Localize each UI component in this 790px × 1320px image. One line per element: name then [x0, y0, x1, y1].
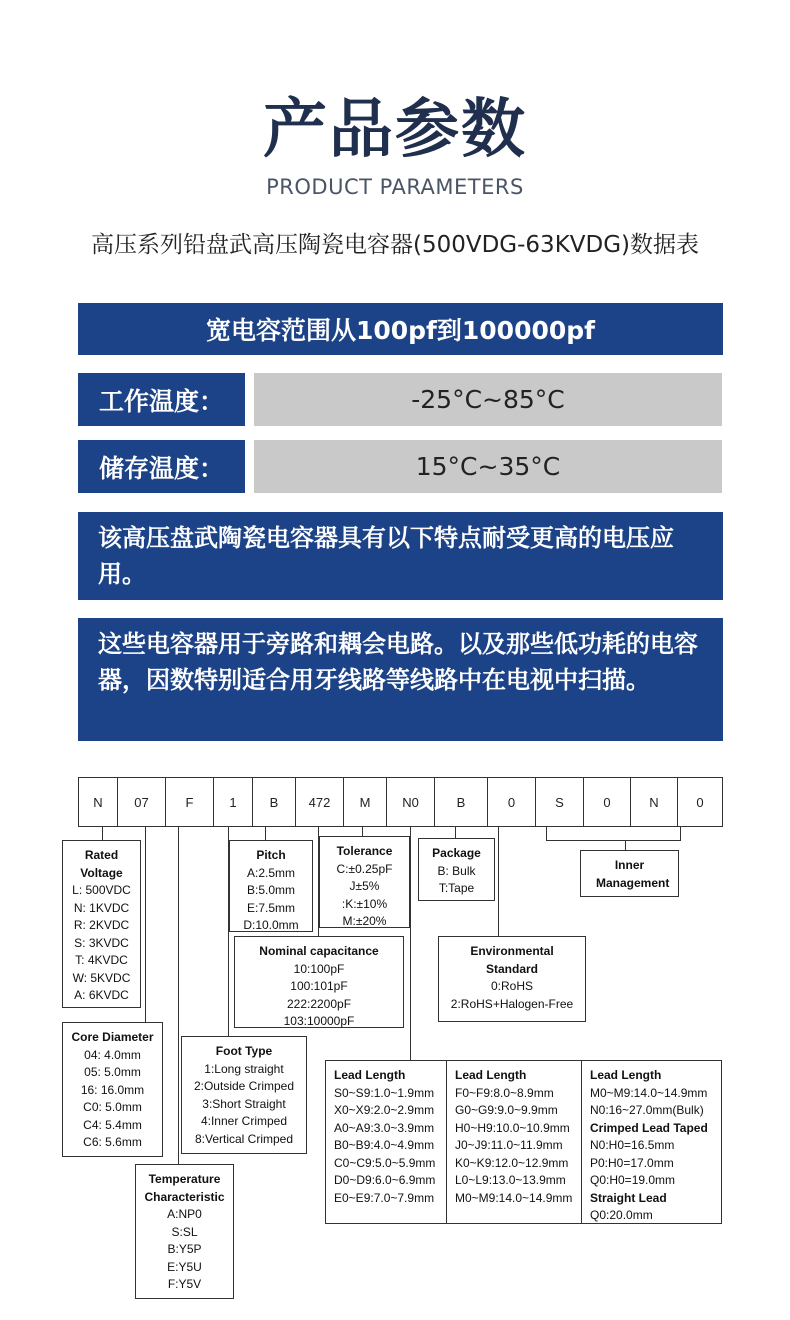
datasheet-title: 高压系列铅盘武高压陶瓷电容器(500VDG-63KVDG)数据表	[90, 232, 700, 258]
pitch-item: D:10.0mm	[243, 918, 299, 932]
environmental-standard-box	[438, 936, 586, 1022]
nominal-capacitance-box	[234, 936, 404, 1028]
rated-voltage-item: N: 1KVDC	[73, 900, 130, 915]
inner-management-box	[580, 850, 679, 897]
pitch-item: A:2.5mm	[246, 865, 295, 880]
rated-voltage-item: R: 2KVDC	[73, 918, 130, 932]
lead-length-item: F0~F9:8.0~8.9mm	[455, 1085, 554, 1100]
code-cell: 0	[583, 777, 631, 827]
nominal-capacitance-item: 222:2200pF	[286, 996, 352, 1011]
code-cell: F	[165, 777, 214, 827]
lead-length-box-1	[325, 1060, 447, 1224]
foot-type-item: 1:Long straight	[204, 1061, 284, 1076]
nominal-capacitance-title: Nominal capacitance	[259, 944, 379, 958]
foot-type-item: 3:Short Straight	[202, 1096, 286, 1111]
code-cell: B	[252, 777, 296, 827]
connector-line	[625, 840, 626, 850]
code-cell: 1	[213, 777, 253, 827]
crimped-lead-item: Q0:H0=19.0mm	[590, 1173, 676, 1187]
crimped-lead-item: P0:H0=17.0mm	[590, 1155, 674, 1170]
lead-length-box-3	[581, 1060, 722, 1224]
package-item: B: Bulk	[437, 863, 476, 878]
lead-length-title: Lead Length	[455, 1068, 527, 1082]
lead-length-item: A0~A9:3.0~3.9mm	[334, 1120, 435, 1135]
rated-voltage-item: S: 3KVDC	[74, 935, 129, 950]
temperature-item: S:SL	[171, 1224, 198, 1239]
operating-temp-value: -25°C~85°C	[254, 373, 722, 426]
lead-length-item: D0~D9:6.0~6.9mm	[334, 1173, 436, 1187]
temperature-item: B:Y5P	[167, 1242, 202, 1256]
temperature-item: E:Y5U	[167, 1259, 202, 1274]
environmental-item: 0:RoHS	[490, 979, 534, 993]
temperature-item: F:Y5V	[167, 1277, 202, 1291]
operating-temp-label: 工作温度：	[78, 373, 245, 426]
rated-voltage-item: T: 4KVDC	[75, 953, 128, 967]
pitch-box	[229, 840, 313, 932]
inner-management-title: Inner Management	[596, 858, 670, 890]
foot-type-item: 8:Vertical Crimped	[194, 1131, 294, 1146]
nominal-capacitance-item: 103:10000pF	[283, 1014, 355, 1028]
connector-line	[546, 826, 547, 840]
temperature-item: A:NP0	[167, 1207, 202, 1221]
code-cell: N0	[386, 777, 435, 827]
pitch-title: Pitch	[256, 848, 286, 862]
connector-line	[498, 826, 499, 936]
tolerance-item: M:±20%	[342, 914, 387, 928]
connector-line	[455, 826, 456, 838]
core-diameter-item: C4: 5.4mm	[83, 1117, 142, 1132]
lead-length-item: N0:16~27.0mm(Bulk)	[590, 1103, 704, 1117]
tolerance-item: C:±0.25pF	[336, 861, 393, 876]
connector-line	[546, 840, 681, 841]
feature-description: 该高压盘武陶瓷电容器具有以下特点耐受更高的电压应用。	[78, 512, 723, 600]
package-item: T:Tape	[438, 881, 475, 895]
code-cell: 472	[295, 777, 344, 827]
connector-line	[362, 826, 363, 836]
lead-length-item: S0~S9:1.0~1.9mm	[334, 1085, 435, 1100]
rated-voltage-item: A: 6KVDC	[74, 988, 129, 1002]
lead-length-item: E0~E9:7.0~7.9mm	[334, 1190, 435, 1205]
straight-lead-item: Q0:20.0mm	[590, 1208, 653, 1222]
connector-line	[410, 826, 411, 1060]
code-cell: M	[343, 777, 387, 827]
nominal-capacitance-item: 10:100pF	[293, 961, 345, 976]
part-number-code-row	[78, 777, 723, 825]
lead-length-item: X0~X9:2.0~2.9mm	[334, 1103, 435, 1117]
storage-temp-label: 储存温度：	[78, 440, 245, 493]
connector-line	[145, 826, 146, 1022]
capacitance-range-banner: 宽电容范围从100pf到100000pf	[78, 303, 723, 355]
page-title: 产品参数	[263, 93, 527, 167]
connector-line	[680, 826, 681, 840]
rated-voltage-box	[62, 840, 141, 1008]
nominal-capacitance-item: 100:101pF	[290, 979, 348, 993]
lead-length-item: K0~K9:12.0~12.9mm	[455, 1155, 569, 1170]
crimped-lead-item: N0:H0=16.5mm	[590, 1138, 675, 1152]
temperature-characteristic-box	[135, 1164, 234, 1299]
code-cell: N	[630, 777, 678, 827]
storage-temp-value: 15°C~35°C	[254, 440, 722, 493]
code-cell: N	[78, 777, 118, 827]
tolerance-title: Tolerance	[336, 844, 393, 858]
lead-length-item: M0~M9:14.0~14.9mm	[455, 1190, 573, 1205]
lead-length-item: J0~J9:11.0~11.9mm	[455, 1138, 563, 1152]
foot-type-title: Foot Type	[215, 1044, 273, 1058]
core-diameter-item: 04: 4.0mm	[84, 1047, 141, 1062]
foot-type-item: 2:Outside Crimped	[193, 1079, 295, 1093]
code-cell: S	[535, 777, 584, 827]
pitch-item: E:7.5mm	[246, 900, 295, 915]
package-box	[418, 838, 495, 901]
lead-length-item: H0~H9:10.0~10.9mm	[455, 1120, 570, 1135]
pitch-item: B:5.0mm	[246, 883, 295, 897]
tolerance-box	[319, 836, 410, 928]
lead-length-title: Lead Length	[590, 1068, 662, 1082]
core-diameter-item: C6: 5.6mm	[83, 1135, 142, 1149]
code-cell: B	[434, 777, 488, 827]
lead-length-item: G0~G9:9.0~9.9mm	[455, 1103, 558, 1117]
straight-lead-title: Straight Lead	[590, 1190, 667, 1205]
environmental-item: 2:RoHS+Halogen-Free	[450, 996, 574, 1011]
foot-type-item: 4:Inner Crimped	[200, 1114, 288, 1128]
core-diameter-item: 05: 5.0mm	[84, 1065, 141, 1079]
environmental-standard-title: Environmental Standard	[470, 944, 554, 976]
core-diameter-item: 16: 16.0mm	[80, 1082, 145, 1097]
tolerance-item: J±5%	[349, 879, 380, 893]
core-diameter-box	[62, 1022, 163, 1157]
foot-type-box	[181, 1036, 307, 1154]
crimped-lead-taped-title: Crimped Lead Taped	[590, 1120, 708, 1135]
core-diameter-title: Core Diameter	[71, 1030, 154, 1044]
rated-voltage-title: Rated Voltage	[80, 848, 123, 880]
lead-length-item: B0~B9:4.0~4.9mm	[334, 1138, 435, 1152]
code-cell: 0	[677, 777, 723, 827]
code-cell: 07	[117, 777, 166, 827]
lead-length-title: Lead Length	[334, 1068, 406, 1082]
rated-voltage-item: W: 5KVDC	[72, 970, 131, 985]
code-cell: 0	[487, 777, 536, 827]
lead-length-item: C0~C9:5.0~5.9mm	[334, 1155, 436, 1170]
connector-line	[102, 826, 103, 840]
page-subtitle: PRODUCT PARAMETERS	[266, 175, 524, 199]
lead-length-item: M0~M9:14.0~14.9mm	[590, 1085, 708, 1100]
tolerance-item: :K:±10%	[341, 896, 388, 911]
connector-line	[265, 826, 266, 840]
lead-length-box-2	[446, 1060, 582, 1224]
package-title: Package	[432, 846, 481, 860]
core-diameter-item: C0: 5.0mm	[83, 1100, 142, 1114]
temperature-characteristic-title: Temperature Characteristic	[144, 1172, 225, 1204]
rated-voltage-item: L: 500VDC	[72, 883, 131, 897]
usage-description: 这些电容器用于旁路和耦会电路。以及那些低功耗的电容器，因数特别适合用牙线路等线路中在电视中扫描。	[78, 618, 723, 741]
lead-length-item: L0~L9:13.0~13.9mm	[455, 1173, 566, 1187]
connector-line	[178, 826, 179, 1164]
